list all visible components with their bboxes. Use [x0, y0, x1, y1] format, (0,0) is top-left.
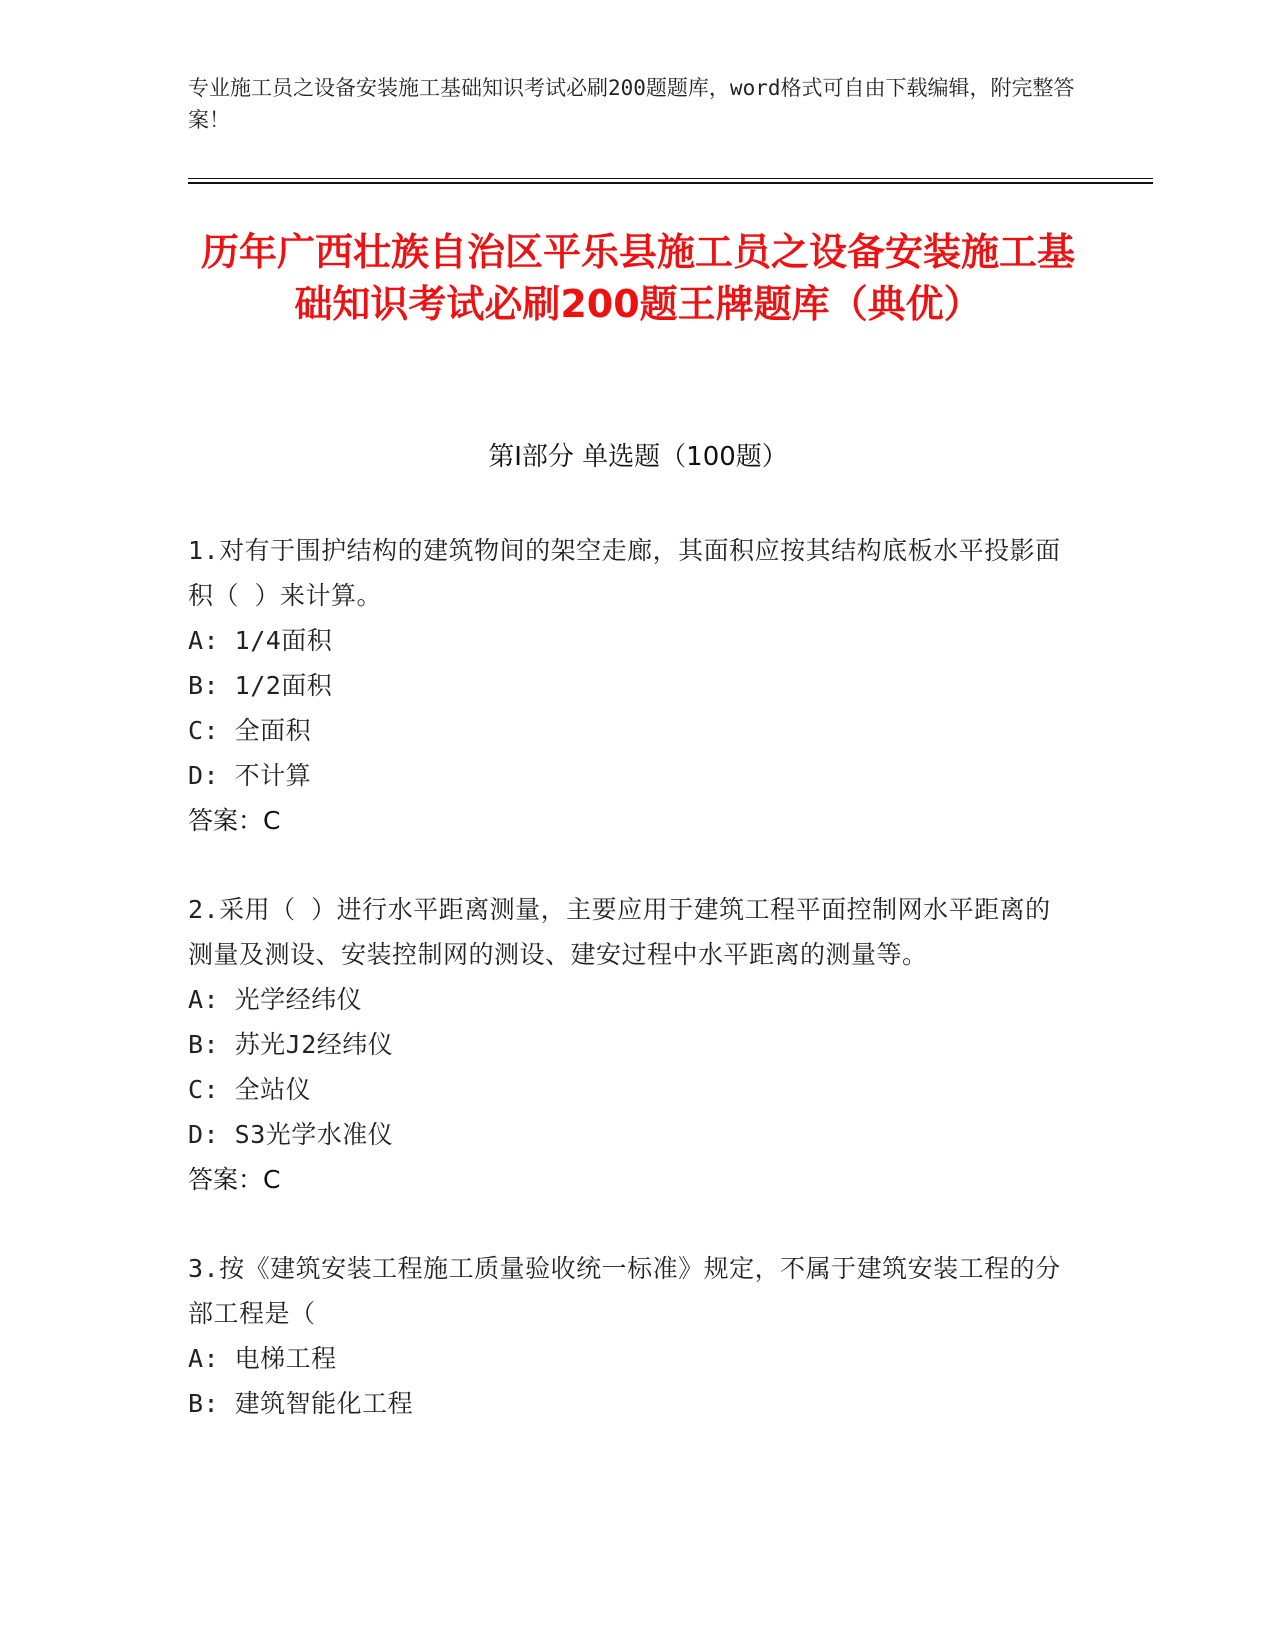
header-note: 专业施工员之设备安装施工基础知识考试必刷200题题库，word格式可自由下载编辑，附完整答案！	[188, 76, 1075, 132]
question-list	[188, 528, 1068, 1470]
document-title: 历年广西壮族自治区平乐县施工员之设备安装施工基础知识考试必刷200题王牌题库（典优）	[200, 230, 1075, 326]
answer-label: 答案：C	[188, 806, 281, 835]
option-b: B: 苏光J2经纬仪	[188, 1030, 394, 1059]
header-divider-thin	[188, 178, 1153, 179]
option-a: A: 电梯工程	[188, 1344, 337, 1373]
option-d: D: S3光学水准仪	[188, 1120, 394, 1149]
question-stem: 1.对有于围护结构的建筑物间的架空走廊，其面积应按其结构底板水平投影面积（ ）来计算。	[188, 536, 1061, 610]
question-stem: 3.按《建筑安装工程施工质量验收统一标准》规定，不属于建筑安装工程的分部工程是（	[188, 1254, 1061, 1328]
option-a: A: 光学经纬仪	[188, 985, 363, 1014]
question-stem: 2.采用（ ）进行水平距离测量，主要应用于建筑工程平面控制网水平距离的测量及测设、安装控制网的测设、建安过程中水平距离的测量等。	[188, 895, 1051, 969]
question-3	[188, 1246, 1068, 1426]
option-c: C: 全站仪	[188, 1075, 312, 1104]
option-d: D: 不计算	[188, 761, 312, 790]
answer-label: 答案：C	[188, 1165, 281, 1194]
option-b: B: 1/2面积	[188, 671, 333, 700]
question-1	[188, 528, 1068, 843]
header-divider-thick	[188, 182, 1153, 184]
section-title: 第I部分 单选题（100题）	[488, 442, 788, 472]
question-2	[188, 887, 1068, 1202]
option-b: B: 建筑智能化工程	[188, 1389, 414, 1418]
option-a: A: 1/4面积	[188, 626, 333, 655]
option-c: C: 全面积	[188, 716, 312, 745]
